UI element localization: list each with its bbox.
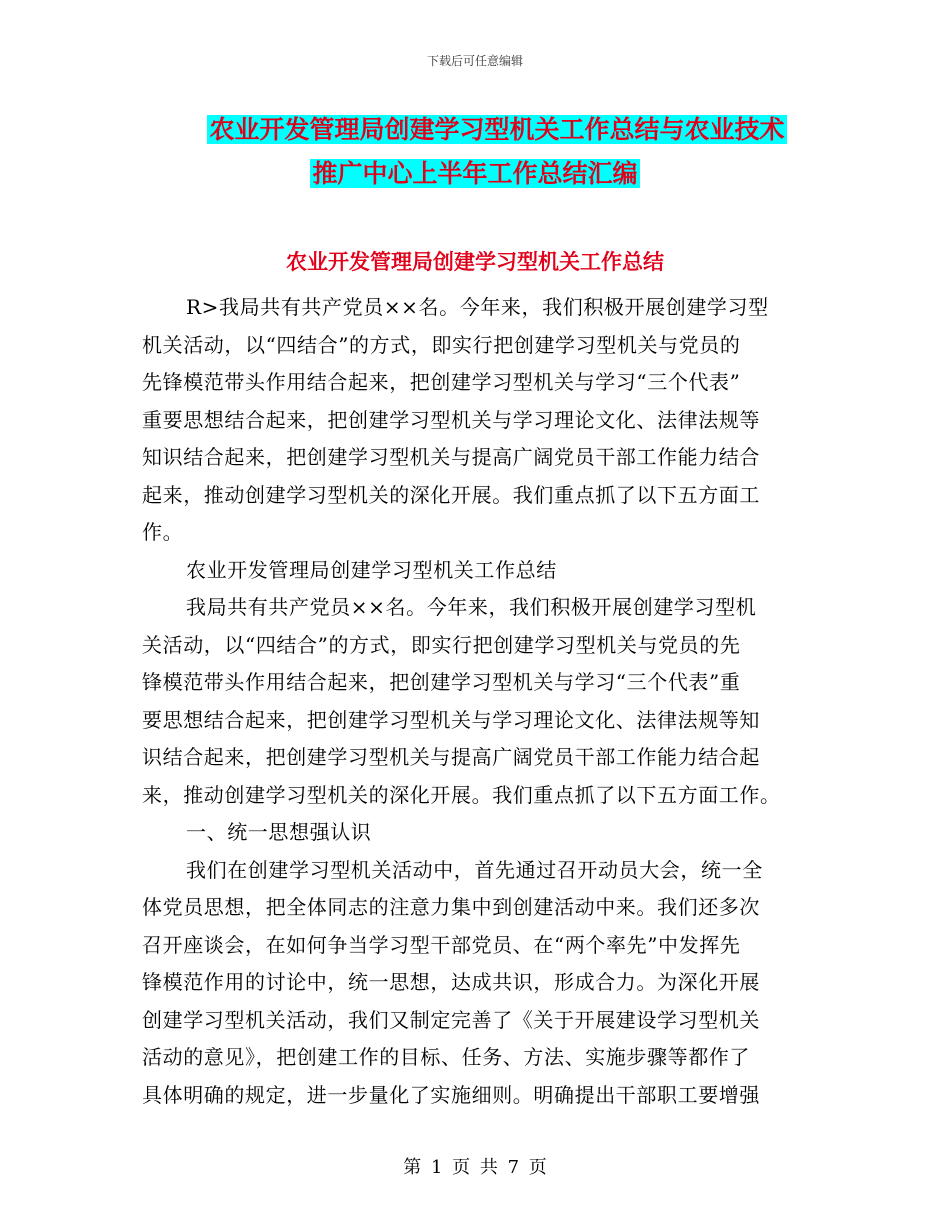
body-line: 来，推动创建学习型机关的深化开展。我们重点抓了以下五方面工作。 [142,782,781,807]
body-line: 锋模范作用的讨论中，统一思想，达成共识，形成合力。为深化开展 [142,970,760,994]
body-line: 先锋模范带头作用结合起来，把创建学习型机关与学习“三个代表” [142,370,741,394]
body-line: 我们在创建学习型机关活动中，首先通过召开动员大会，统一全 [186,857,763,882]
body-line: 锋模范带头作用结合起来，把创建学习型机关与学习“三个代表”重 [142,670,741,694]
body-line: R>我局共有共产党员××名。今年来，我们积极开展创建学习型 [186,295,769,319]
body-line: 我局共有共产党员××名。今年来，我们积极开展创建学习型机 [186,595,757,619]
document-title-line-1: 农业开发管理局创建学习型机关工作总结与农业技术 [209,115,785,144]
body-line: 重要思想结合起来，把创建学习型机关与学习理论文化、法律法规等 [142,407,760,432]
header-note: 下载后可任意编辑 [426,54,523,68]
body-line: 作。 [142,520,184,544]
body-line: 创建学习型机关活动，我们又制定完善了《关于开展建设学习型机关 [142,1007,760,1032]
body-line: 要思想结合起来，把创建学习型机关与学习理论文化、法律法规等知 [142,707,760,732]
body-line: 体党员思想，把全体同志的注意力集中到创建活动中来。我们还多次 [142,895,760,919]
body-line: 活动的意见》，把创建工作的目标、任务、方法、实施步骤等都作了 [142,1045,750,1069]
body-line: 起来，推动创建学习型机关的深化开展。我们重点抓了以下五方面工 [142,482,760,507]
body-line: 具体明确的规定，进一步量化了实施细则。明确提出干部职工要增强 [142,1082,760,1107]
body-line: 一、统一思想强认识 [186,820,372,844]
body-line: 识结合起来，把创建学习型机关与提高广阔党员干部工作能力结合起 [142,745,760,769]
body-line: 农业开发管理局创建学习型机关工作总结 [186,557,557,582]
body-line: 机关活动，以“四结合”的方式，即实行把创建学习型机关与党员的 [142,332,741,357]
section-title: 农业开发管理局创建学习型机关工作总结 [286,250,664,274]
body-line: 知识结合起来，把创建学习型机关与提高广阔党员干部工作能力结合 [142,445,760,469]
page-footer: 第 1 页 共 7 页 [403,1157,547,1178]
body-line: 召开座谈会，在如何争当学习型干部党员、在“两个率先”中发挥先 [142,932,741,957]
body-text [142,289,822,1114]
body-line: 关活动，以“四结合”的方式，即实行把创建学习型机关与党员的先 [142,632,741,657]
document-title-line-2: 推广中心上半年工作总结汇编 [312,159,638,188]
